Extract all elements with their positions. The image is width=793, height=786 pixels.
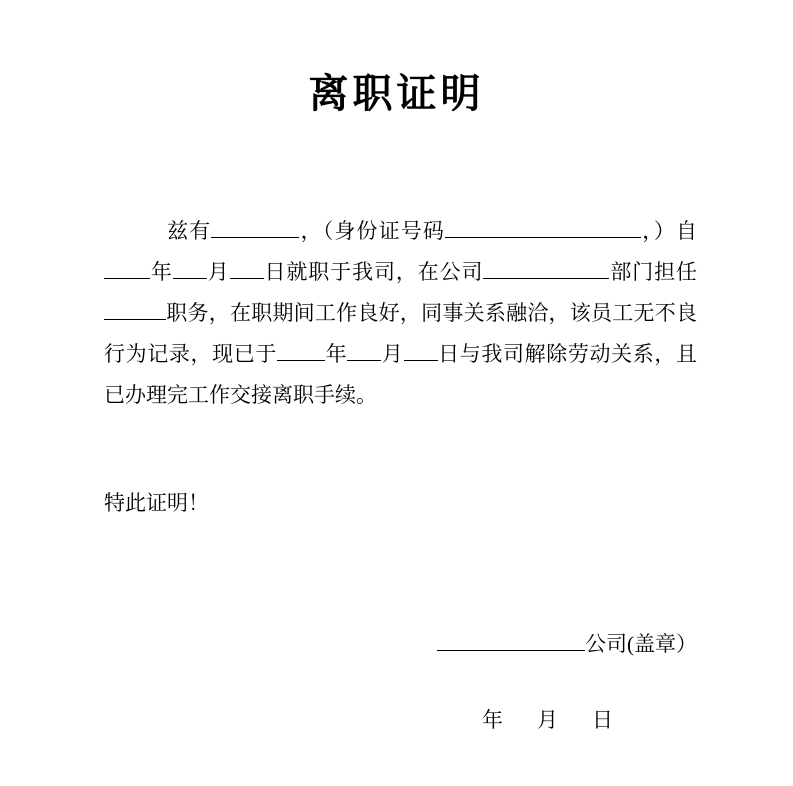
start-year-blank[interactable]: [104, 258, 150, 279]
date-line: [0, 704, 793, 734]
date-day-label: 日: [592, 708, 613, 732]
text-seg-8: 部门担任: [609, 260, 698, 284]
text-seg-9: 职务，在职期间工作良好，同事关系融洽，该员工无不良行为记录，现已于: [104, 301, 697, 366]
end-month-blank[interactable]: [347, 340, 381, 361]
text-seg-5: 年: [150, 260, 173, 284]
end-day-blank[interactable]: [404, 340, 438, 361]
text-seg-12: 日与我司解除劳动关系，且已办理完工作交接离职手续。: [104, 342, 697, 407]
start-month-blank[interactable]: [173, 258, 207, 279]
company-seal-line: [0, 628, 793, 658]
text-seg-3: ，）: [641, 219, 677, 243]
statement-line: 特此证明！: [104, 491, 209, 515]
company-seal-label: 公司(盖章）: [585, 632, 697, 656]
position-blank[interactable]: [104, 299, 166, 320]
text-seg-1: 兹有: [166, 219, 212, 243]
text-seg-2: ，（身份证号码: [299, 219, 446, 243]
text-seg-6: 月: [206, 260, 230, 284]
certificate-body: [0, 211, 793, 416]
text-seg-4: 自: [676, 219, 698, 243]
department-blank[interactable]: [483, 258, 609, 279]
company-name-blank[interactable]: [437, 630, 585, 651]
text-seg-11: 月: [381, 342, 404, 366]
employee-name-blank[interactable]: [211, 217, 299, 238]
id-number-blank[interactable]: [445, 217, 641, 238]
certificate-paragraph: [104, 211, 697, 416]
end-year-blank[interactable]: [277, 340, 325, 361]
text-seg-7: 日就职于我司，在公司: [263, 260, 484, 284]
start-day-blank[interactable]: [230, 258, 264, 279]
date-month-label: 月: [537, 708, 558, 732]
date-year-label: 年: [482, 708, 503, 732]
text-seg-10: 年: [325, 342, 348, 366]
page-title: 离职证明: [308, 71, 485, 116]
